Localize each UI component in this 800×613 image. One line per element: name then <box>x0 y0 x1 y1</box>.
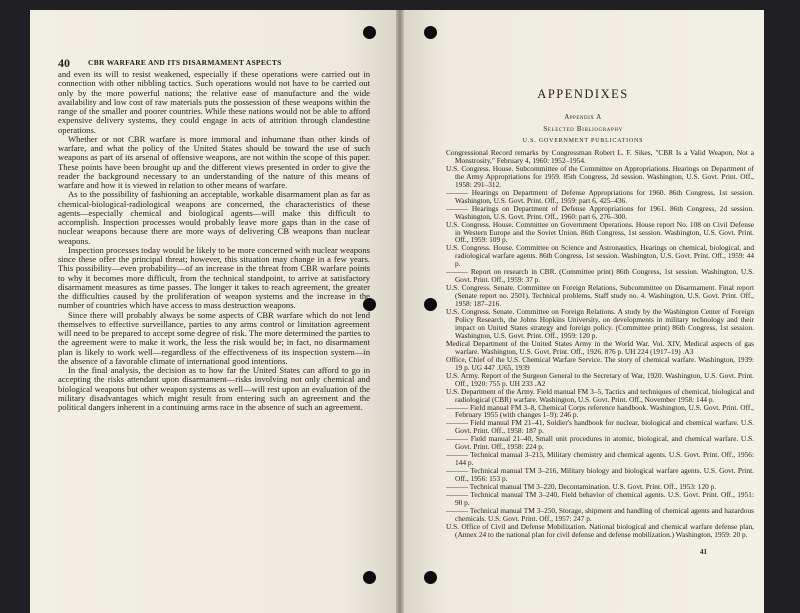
bibliography-entry: ——— Technical manual TM 3–216, Military biology and biological warfare agents. U.S. Govt. Print. Off., 1956: 153 p. <box>446 466 754 484</box>
bibliography-list <box>446 149 754 539</box>
bibliography-entry: U.S. Congress. House. Committee on Government Operations. House report No. 108 on Civil Defense in Western Europe and the Soviet Union. 86th Congress, 1st session. Washington, U.S. Govt. Print. Off., 1959: 109 p. <box>446 219 754 245</box>
bibliography-entry: ——— Technical manual TM 3–250, Storage, shipment and handling of chemical agents and hazardous chemicals. U.S. Govt. Print. Off., 1957: 247 p. <box>446 505 754 523</box>
bibliography-entry: ——— Field manual 21–40, Small unit procedures in atomic, biological, and chemical warfare. U.S. Govt. Print. Off., 1958: 224 p. <box>446 434 754 452</box>
bibliography-entry: U.S. Congress. House. Subcommittee of the Committee on Appropriations. Hearings on Department of the Army Appropriations for 1959. 85th Congress, 2d session. Washington, U.S. Govt. Print. Off., 1958: 291–312. <box>446 163 754 189</box>
bibliography-entry: ——— Technical manual 3–215, Military chemistry and chemical agents. U.S. Govt. Print. Off., 1956: 144 p. <box>446 450 754 468</box>
bibliography-entry: U.S. Army. Report of the Surgeon General to the Secretary of War, 1920. Washington, U.S. Govt. Print. Off., 1920: 755 p. UH 233 .A2 <box>446 370 754 388</box>
bibliography-entry: U.S. Department of the Army. Field manual FM 3–5, Tactics and techniques of chemical, biological and radiological (CBR) warfare. Washington, U.S. Govt. Print. Off., November 1958: 144 p. <box>446 386 754 404</box>
paragraph: As to the possibility of fashioning an acceptable, workable disarmament plan as far as chemical-biological-radiological weapons are concerned, the characteristics of these agents—especially chemical and biological agents—will make this difficult to accomplish. Inspection processes would probably leave more gaps than in the case of nuclear weapons because there are more ways of delivering CB weapons than nuclear weapons. <box>58 189 370 246</box>
paragraph: Whether or not CBR warfare is more immoral and inhumane than other kinds of warfare, and what the policy of the United States should be toward the use of such weapons as part of its arsenal of offensive weapons, are not within the scope of this paper. These points have been brought up and the different views presented in order to give the reader the background necessary to an understanding of the nature of this means of warfare and how it is viewed in relation to other means of warfare. <box>58 133 370 190</box>
bibliography-entry: Office, Chief of the U.S. Chemical Warfare Service. The story of chemical warfare. Washington, 1939: 19 p. UG 447 .U65, 1939 <box>446 354 754 372</box>
binder-hole-icon <box>424 298 437 311</box>
binder-hole-icon <box>424 571 437 584</box>
page-number-left: 40 <box>58 56 70 70</box>
bibliography-entry: ——— Report on research in CBR. (Committee print) 86th Congress, 1st session. Washington, U.S. Govt. Print. Off., 1959: 37 p. <box>446 267 754 285</box>
binder-hole-icon <box>363 26 376 39</box>
bibliography-entry: ——— Technical manual TM 3–240, Field behavior of chemical agents. U.S. Govt. Print. Off., 1951: 90 p. <box>446 489 754 507</box>
bibliography-entry: ——— Hearings on Department of Defense Appropriations for 1960. 86th Congress, 1st session. Washington, U.S. Govt. Print. Off., 1959: part 6, 425–436. <box>446 187 754 205</box>
paragraph: Since there will probably always be some aspects of CBR warfare which do not lend themselves to effective surveillance, parties to any arms control or limitation agreement will need to be prepared to accept some degree of risk. The more determined the parties to the agreement were to make it work, the less the risk would be; in fact, no disarmament plan is likely to work well—regardless of the effectiveness of its inspection system—in the absence of a favorable climate of international good intentions. <box>58 309 370 366</box>
subsection-title: U.S. GOVERNMENT PUBLICATIONS <box>522 138 644 144</box>
running-title: CBR WARFARE AND ITS DISARMAMENT ASPECTS <box>88 58 282 67</box>
bibliography-entry: U.S. Congress. House. Committee on Science and Astronautics. Hearings on chemical, biological, and radiological warfare agents. 86th Congress, 1st session. Washington, U.S. Govt. Print. Off., 1959: 44 p. <box>446 243 754 269</box>
bibliography-entry: ——— Technical manual TM 3–220, Decontamination. U.S. Govt. Print. Off., 1953: 120 p. <box>446 482 717 492</box>
bibliography-entry: U.S. Congress. Senate. Committee on Foreign Relations. A study by the Washington Center of Foreign Policy Research, the Johns Hopkins University, on developments in military technology and their impact on United States strategy and foreign policy. (Committee print) 86th Congress, 1st session. Washington, U.S. Govt. Print. Off., 1959: 120 p. <box>446 307 754 340</box>
bibliography-entry: Congressional Record remarks by Congressman Robert L. F. Sikes, "CBR Is a Valid Weapon, Not a Monstrosity," February 4, 1960: 1952–1954. <box>446 148 754 165</box>
appendix-label: Appendix A <box>564 114 602 121</box>
body-text <box>58 70 370 412</box>
bibliography-entry: Medical Department of the United States Army in the World War. Vol. XIV, Medical aspects of gas warfare. Washington, U.S. Govt. Print. Off., 1926. 876 p. UH 224 (1917–19) .A3 <box>446 338 754 356</box>
bibliography-entry: U.S. Congress. Senate. Committee on Foreign Relations, Subcommittee on Disarmament. Final report (Senate report no. 2501). Technical problems, Staff study no. 4. Washington, U.S. Govt. Print. Off., 1958: 187–216. <box>446 283 754 309</box>
paragraph: Inspection processes today would be likely to be more concerned with nuclear weapons since these offer the principal threat; however, this situation may change in a few years. This possibility—even probability—of an increase in the threat from CBR warfare points to why it becomes more difficult, from the technical standpoint, to arrive at satisfactory disarmament measures as time passes. The longer it takes to reach agreement, the greater the difficulties caused by the proliferation of weapon systems and the increase in the number of countries which have access to mass destruction weapons. <box>58 244 370 311</box>
bibliography-entry: ——— Field manual FM 3–8, Chemical Corps reference handbook. Washington, U.S. Govt. Print. Off., February 1955 (with changes 1–9): 246 p. <box>446 402 754 420</box>
paragraph: In the final analysis, the decision as to how far the United States can afford to go in accepting the risks attendant upon disarmament—risks involving not only chemical and biological weapons but other weapon systems as well—will rest upon an evaluation of the military disadvantages which might result from entering such an agreement and the political dangers inherent in a continuing arms race in the absence of such an agreement. <box>58 365 370 412</box>
bibliography-entry: U.S. Office of Civil and Defense Mobilization. National biological and chemical warfare defense plan, (Annex 24 to the national plan for civil defense and defense mobilization.) Washington, 1959: 20 p. <box>446 521 754 539</box>
bibliography-entry: ——— Hearings on Department of Defense Appropriations for 1961. 86th Congress, 2d session. Washington, U.S. Govt. Print. Off., 1960: part 6, 276–300. <box>446 203 754 221</box>
binder-hole-icon <box>424 26 437 39</box>
section-title: Selected Bibliography <box>543 124 623 133</box>
bibliography-entry: ——— Field manual FM 21–41, Soldier's handbook for nuclear, biological and chemical warfare. U.S. Govt. Print. Off., 1958: 187 p. <box>446 418 754 436</box>
binder-hole-icon <box>363 571 376 584</box>
page-number-right: 41 <box>700 548 707 556</box>
appendixes-title: APPENDIXES <box>537 87 629 101</box>
running-head <box>58 56 378 70</box>
paragraph: and even its will to resist weakened, especially if these operations were carried out in connection with other nibbling tactics. Such operations would not have to be carried out only by the more powerful nations; the relative ease of manufacture and the wide availability and low cost of raw materials puts the possession of these weapons within the range of the smaller and poorer countries. While these nations would not be able to afford expensive delivery systems, they could engage in acts of attrition through clandestine operations. <box>58 69 370 135</box>
